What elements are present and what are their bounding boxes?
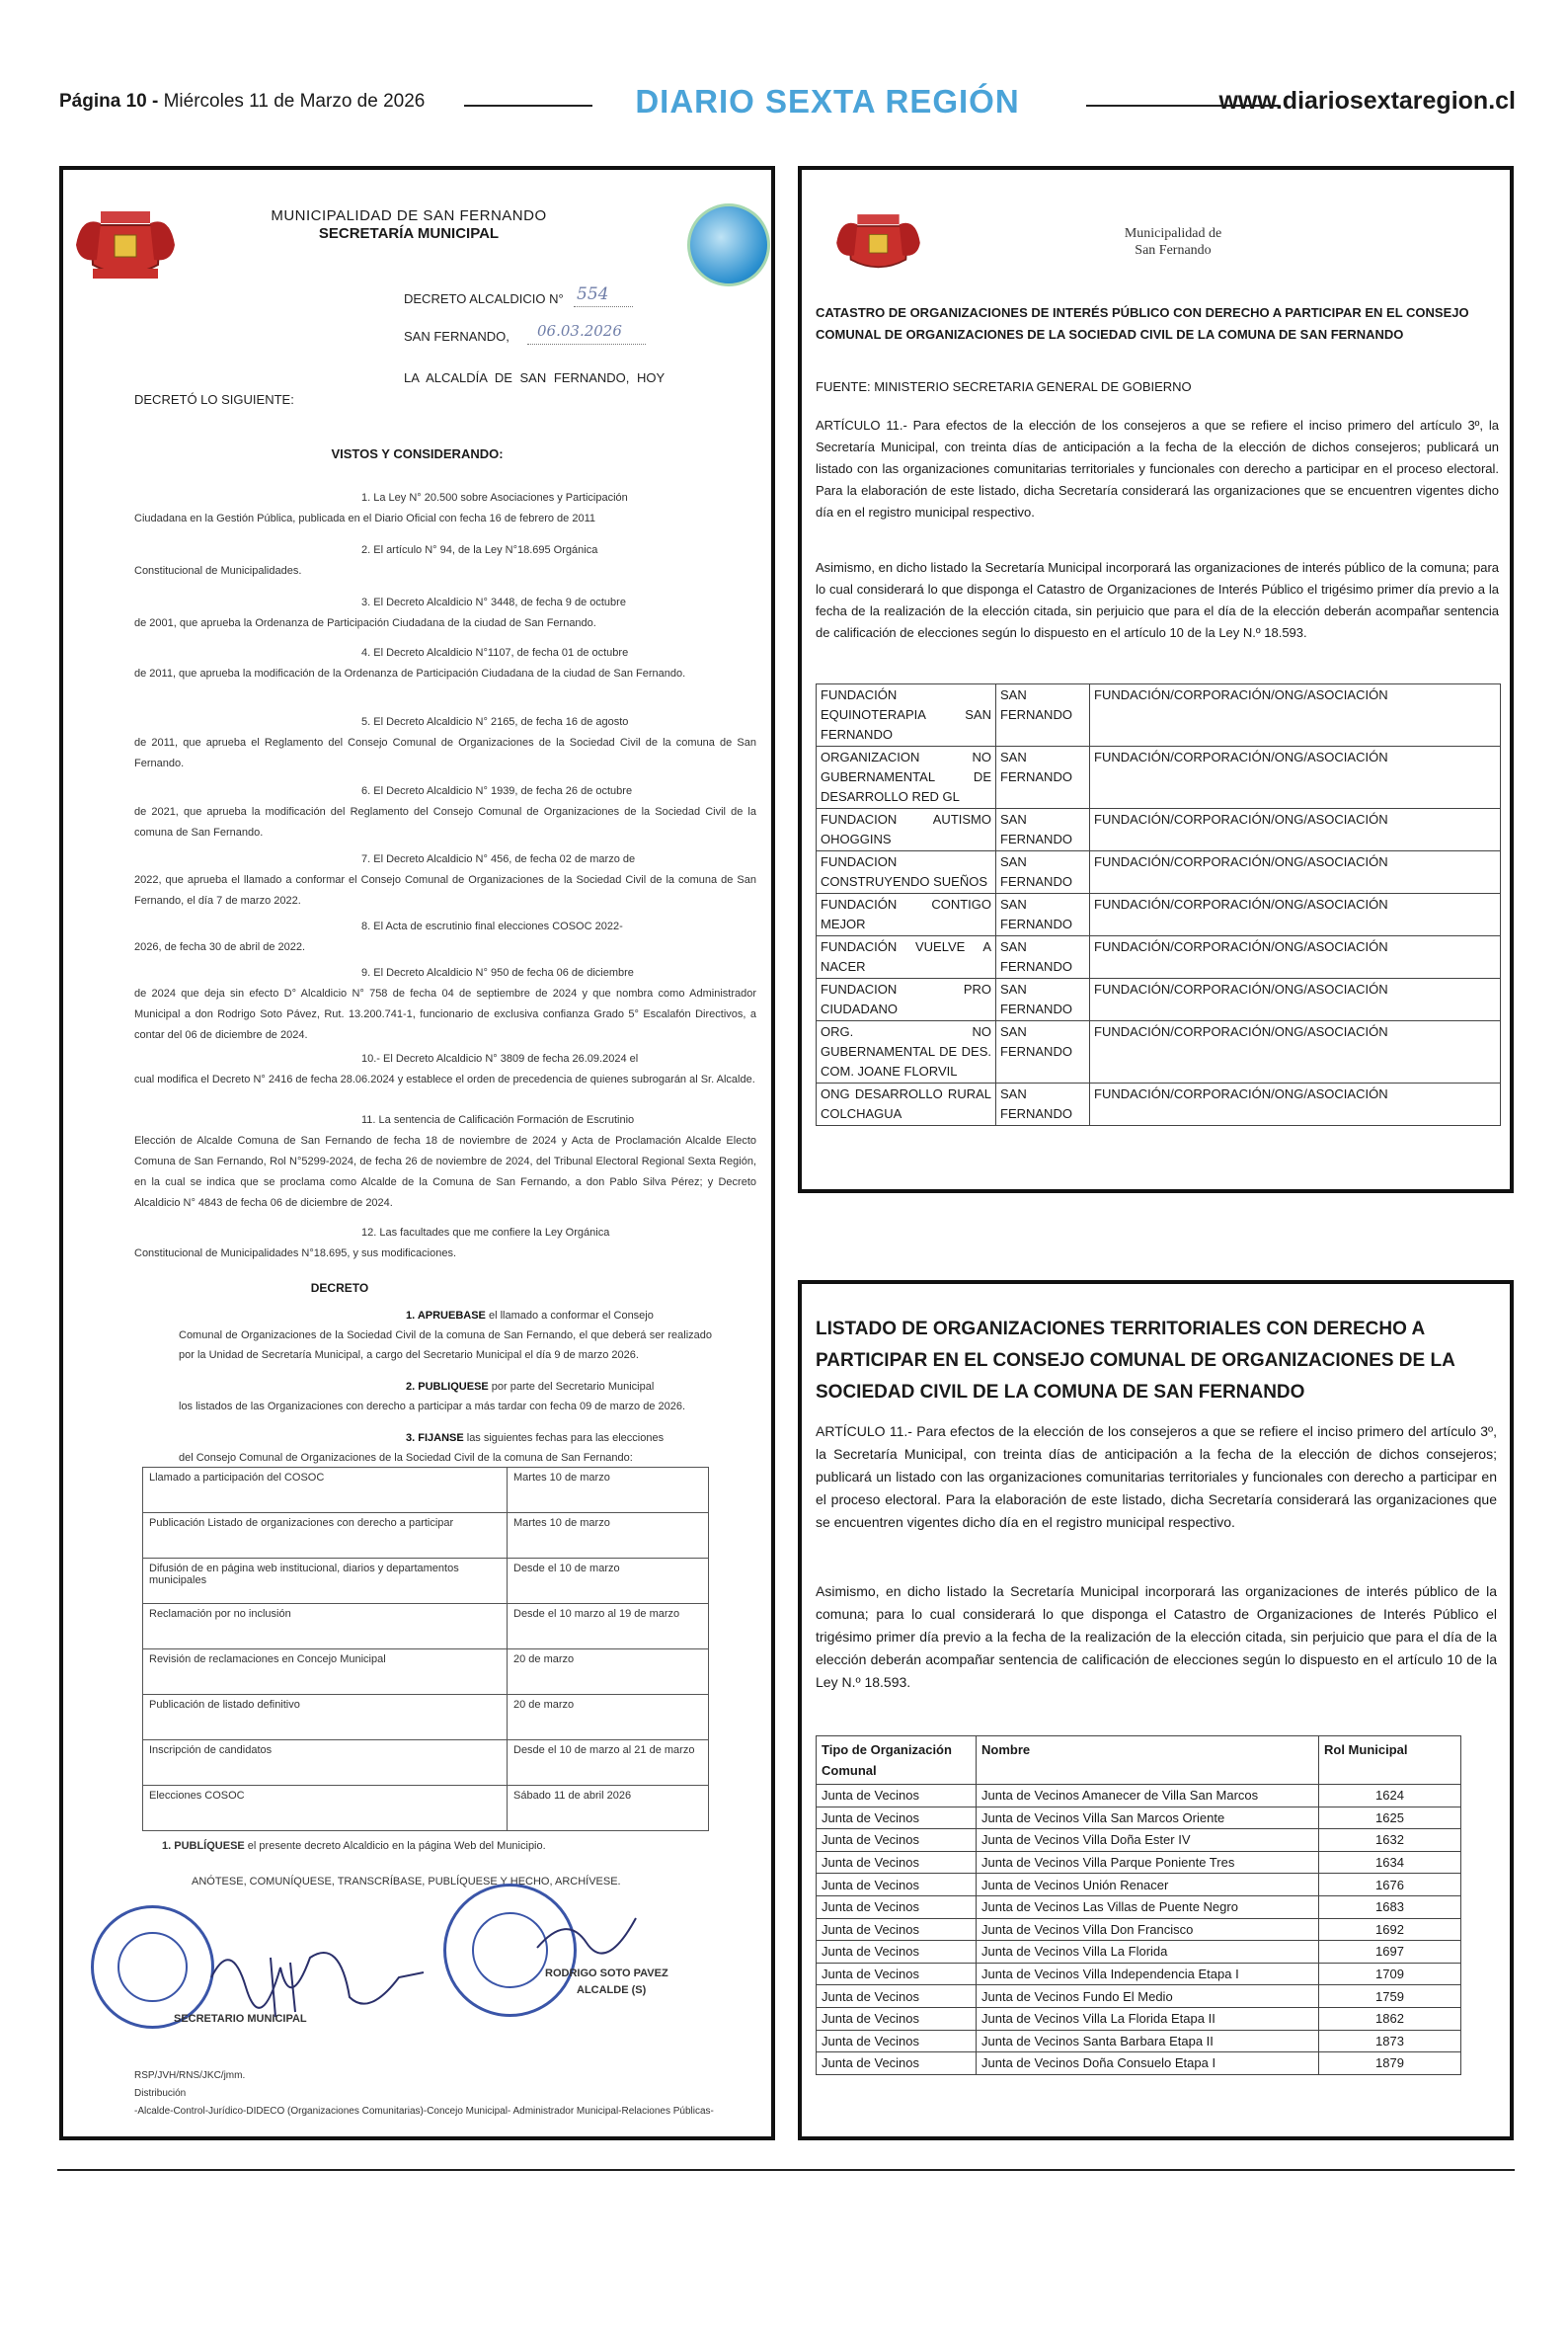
schedule-activity: Inscripción de candidatos [143,1740,508,1786]
organization-name: FUNDACION CONSTRUYENDO SUEÑOS [817,851,996,894]
organization-commune: SAN FERNANDO [996,1084,1090,1126]
organization-type: FUNDACIÓN/CORPORACIÓN/ONG/ASOCIACIÓN [1090,684,1501,747]
rol-municipal: 1862 [1319,2007,1461,2030]
vistos-heading: VISTOS Y CONSIDERANDO: [331,446,504,461]
organization-type: Junta de Vecinos [817,1895,977,1918]
listado-title: LISTADO DE ORGANIZACIONES TERRITORIALES CON DERECHO A PARTICIPAR EN EL CONSEJO COMUNAL DE ORGANIZACIONES DE LA SOCIEDAD CIVIL DE LA COMUNA DE SAN FERNANDO [816,1319,1455,1403]
schedule-row [143,1695,709,1740]
catastro-source: FUENTE: MINISTERIO SECRETARIA GENERAL DE GOBIERNO [816,379,1192,394]
considerando-text: Constitucional de Municipalidades. [134,565,302,577]
considerando-item [134,540,756,582]
decree-number-label: DECRETO ALCALDICIO N° [404,291,564,306]
considerando-item [134,1223,756,1264]
organization-name: Junta de Vecinos Doña Consuelo Etapa I [977,2052,1319,2075]
considerando-first-line: 1. La Ley N° 20.500 sobre Asociaciones y Participación [361,492,628,504]
considerando-item [134,849,756,912]
organization-name: FUNDACION PRO CIUDADANO [817,979,996,1021]
resolution-text: del Consejo Comunal de Organizaciones de la Sociedad Civil de la comuna de San Fernando: [179,1452,633,1464]
organization-type: Junta de Vecinos [817,1985,977,2008]
organization-type: FUNDACIÓN/CORPORACIÓN/ONG/ASOCIACIÓN [1090,979,1501,1021]
considerando-text: 2022, que aprueba el llamado a conformar el Consejo Comunal de Organizaciones de la Sociedad Civil de la comuna de San Fernando, el día 7 de marzo 2022. [134,874,756,907]
website-link[interactable]: www.diariosextaregion.cl [1218,87,1516,115]
organization-type: FUNDACIÓN/CORPORACIÓN/ONG/ASOCIACIÓN [1090,851,1501,894]
organization-type: Junta de Vecinos [817,1829,977,1852]
masthead [59,83,1516,126]
organization-name: Junta de Vecinos Villa La Florida Etapa II [977,2007,1319,2030]
asimismo-paragraph: Asimismo, en dicho listado la Secretaría Municipal incorporará las organizaciones de interés público de la comuna; para lo cual considerará lo que disponga el Catastro de Organizaciones de Interés Público el trigésimo primer día previo a la fecha de la realización de la elección citada, sin perjuicio que para el día de la elección deberán acompañar sentencia de calificación de elecciones según lo dispuesto en el artículo 10 de la Ley N.º 18.593. [816,1583,1497,1690]
table-row [817,851,1501,894]
decreto-siguiente: DECRETÓ LO SIGUIENTE: [134,392,294,407]
organization-name: Junta de Vecinos Villa Doña Ester IV [977,1829,1319,1852]
organization-commune: SAN FERNANDO [996,979,1090,1021]
organization-name: Junta de Vecinos Villa La Florida [977,1941,1319,1964]
considerando-first-line: 5. El Decreto Alcaldicio N° 2165, de fecha 16 de agosto [361,716,629,728]
schedule-row [143,1559,709,1604]
schedule-date: Martes 10 de marzo [508,1513,709,1559]
rol-municipal: 1759 [1319,1985,1461,2008]
catastro-title: CATASTRO DE ORGANIZACIONES DE INTERÉS PÚBLICO CON DERECHO A PARTICIPAR EN EL CONSEJO COMUNAL DE ORGANIZACIONES DE LA SOCIEDAD CIVIL DE LA COMUNA DE SAN FERNANDO [816,305,1469,342]
resolution-line: el llamado a conformar el Consejo [485,1310,654,1322]
organization-type: FUNDACIÓN/CORPORACIÓN/ONG/ASOCIACIÓN [1090,747,1501,809]
signer-right-role: ALCALDE (S) [577,1984,647,1996]
table-row [817,1874,1461,1896]
municipal-crest-icon [71,205,180,282]
rol-municipal: 1879 [1319,2052,1461,2075]
organization-name: Junta de Vecinos Villa Parque Poniente Tres [977,1851,1319,1874]
resolution-text: los listados de las Organizaciones con derecho a participar a más tardar con fecha 09 de marzo de 2026. [179,1401,686,1412]
rol-municipal: 1683 [1319,1895,1461,1918]
table-row [817,1985,1461,2008]
schedule-row [143,1786,709,1831]
signer-left: SECRETARIO MUNICIPAL [174,2013,307,2025]
considerando-item [134,488,756,529]
table-row [817,1963,1461,1985]
schedule-date: Martes 10 de marzo [508,1468,709,1513]
organization-name: Junta de Vecinos Fundo El Medio [977,1985,1319,2008]
asimismo-paragraph: Asimismo, en dicho listado la Secretaría Municipal incorporará las organizaciones de interés público de la comuna; para lo cual considerará lo que disponga el Catastro de Organizaciones de Interés Público el trigésimo primer día previo a la fecha de la realización de la elección citada, sin perjuicio que para el día de la elección deberán acompañar sentencia de calificación de elecciones según lo dispuesto en el artículo 10 de la Ley N.º 18.593. [816,560,1499,640]
schedule-row [143,1468,709,1513]
organization-name: Junta de Vecinos Villa San Marcos Oriente [977,1807,1319,1829]
publiquese-bold: 1. PUBLÍQUESE [162,1840,245,1852]
considerando-item [134,1110,756,1214]
schedule-date: Desde el 10 de marzo [508,1559,709,1604]
considerando-text: de 2011, que aprueba la modificación de la Ordenanza de Participación Ciudadana de la ciudad de San Fernando. [134,668,686,680]
schedule-activity: Reclamación por no inclusión [143,1604,508,1649]
considerando-first-line: 4. El Decreto Alcaldicio N°1107, de fecha 01 de octubre [361,647,629,659]
organization-commune: SAN FERNANDO [996,894,1090,936]
considerando-item [134,712,756,774]
signer-right-name: RODRIGO SOTO PAVEZ [545,1968,668,1979]
table-row [817,894,1501,936]
table-row [817,747,1501,809]
table-row [817,1785,1461,1807]
resolution-verb: 3. FIJANSE [406,1432,464,1444]
underline [574,306,633,307]
table-row [817,1084,1501,1126]
territorial-organizations-table [816,1735,1461,2075]
rol-municipal: 1625 [1319,1807,1461,1829]
organization-commune: SAN FERNANDO [996,851,1090,894]
organization-type: FUNDACIÓN/CORPORACIÓN/ONG/ASOCIACIÓN [1090,809,1501,851]
rol-municipal: 1873 [1319,2030,1461,2052]
resolution-first-line [179,1428,712,1448]
table-row [817,1918,1461,1941]
considerando-text: de 2011, que aprueba el Reglamento del Consejo Comunal de Organizaciones de la Sociedad Civil de la comuna de San Fernando. [134,737,756,769]
schedule-activity: Difusión de en página web institucional, diarios y departamentos municipales [143,1559,508,1604]
interest-organizations-table [816,683,1501,1126]
considerando-text: Elección de Alcalde Comuna de San Fernando de fecha 18 de noviembre de 2024 y Acta de Proclamación Alcalde Electo Comuna de San Fernando, Rol N°5299-2024, de fecha 26 de noviembre de 2024, del Tribunal Electoral Regional Sexta Región, en la cual se indica que se proclama como Alcalde de la Comuna de San Fernando, a don Pablo Silva Pérez; y Decreto Alcaldicio N° 4843 de fecha 06 de diciembre de 2024. [134,1135,756,1209]
organization-type: FUNDACIÓN/CORPORACIÓN/ONG/ASOCIACIÓN [1090,1084,1501,1126]
schedule-activity: Elecciones COSOC [143,1786,508,1831]
publiquese-clause [162,1840,546,1852]
rol-municipal: 1624 [1319,1785,1461,1807]
schedule-row [143,1604,709,1649]
schedule-date: Sábado 11 de abril 2026 [508,1786,709,1831]
rol-municipal: 1697 [1319,1941,1461,1964]
considerando-text: de 2024 que deja sin efecto D° Alcaldicio N° 758 de fecha 04 de septiembre de 2024 y que nombra como Administrador Municipal a don Rodrigo Soto Pávez, Rut. 13.200.741-1, funcionario de exclusiva confianza Grado 5° Escalafón Directivos, a contar del 06 de diciembre de 2024. [134,988,756,1041]
organization-type: Junta de Vecinos [817,2052,977,2075]
table-row [817,2030,1461,2052]
alcaldia-hoy: LA ALCALDÍA DE SAN FERNANDO, HOY [404,370,666,385]
table-row [817,1851,1461,1874]
organization-type: FUNDACIÓN/CORPORACIÓN/ONG/ASOCIACIÓN [1090,936,1501,979]
article-11-paragraph: ARTÍCULO 11.- Para efectos de la elección de los consejeros a que se refiere el inciso primero del artículo 3º, la Secretaría Municipal, con treinta días de anticipación a la fecha de la elección de dichos consejeros; publicará un listado con las organizaciones comunitarias territoriales y funcionales con derecho a participar en el proceso electoral. Para la elaboración de este listado, dicha Secretaría considerará las organizaciones que se encuentren vigentes dicho día en el registro municipal respectivo. [816,418,1499,520]
considerando-item [134,593,756,634]
globe-logo-icon [687,203,770,286]
organization-type: FUNDACIÓN/CORPORACIÓN/ONG/ASOCIACIÓN [1090,1021,1501,1084]
municipality-line: Municipalidad de [1124,226,1222,241]
municipality-name [1094,225,1252,259]
organization-name: Junta de Vecinos Unión Renacer [977,1874,1319,1896]
considerando-first-line: 6. El Decreto Alcaldicio N° 1939, de fecha 26 de octubre [361,785,633,797]
organization-name: ORG. NO GUBERNAMENTAL DE DES. COM. JOANE FLORVIL [817,1021,996,1084]
organization-name: FUNDACION AUTISMO OHOGGINS [817,809,996,851]
rol-municipal: 1692 [1319,1918,1461,1941]
page-date [59,91,425,113]
considerando-item [134,963,756,1046]
organization-type: Junta de Vecinos [817,1785,977,1807]
listado-panel [798,1280,1514,2140]
considerando-first-line: 9. El Decreto Alcaldicio N° 950 de fecha 06 de diciembre [361,967,634,979]
schedule-activity: Publicación de listado definitivo [143,1695,508,1740]
organization-commune: SAN FERNANDO [996,684,1090,747]
organization-commune: SAN FERNANDO [996,1021,1090,1084]
municipality-name: MUNICIPALIDAD DE SAN FERNANDO [271,207,547,224]
article-11-paragraph: ARTÍCULO 11.- Para efectos de la elección de los consejeros a que se refiere el inciso primero del artículo 3º, la Secretaría Municipal, con treinta días de anticipación a la fecha de la elección de dichos consejeros; publicará un listado con las organizaciones comunitarias territoriales y funcionales con derecho a participar en el proceso electoral. Para la elaboración de este listado, dicha Secretaría considerará las organizaciones que se encuentren vigentes dicho día en el registro municipal respectivo. [816,1423,1497,1530]
table-row [817,979,1501,1021]
schedule-date: Desde el 10 de marzo al 21 de marzo [508,1740,709,1786]
column-header: Tipo de Organización Comunal [817,1736,977,1785]
rol-municipal: 1632 [1319,1829,1461,1852]
table-row [817,1807,1461,1829]
municipal-crest-icon [831,209,925,275]
organization-type: Junta de Vecinos [817,1851,977,1874]
considerando-first-line: 2. El artículo N° 94, de la Ley N°18.695 Orgánica [361,544,598,556]
organization-commune: SAN FERNANDO [996,747,1090,809]
decree-panel [59,166,775,2140]
considerando-item [134,643,756,684]
page-number: Página 10 - [59,91,159,112]
underline [527,344,646,345]
organization-type: Junta de Vecinos [817,1918,977,1941]
resolution-line: por parte del Secretario Municipal [488,1381,655,1393]
newspaper-title: DIARIO SEXTA REGIÓN [635,83,1020,120]
considerando-text: Constitucional de Municipalidades N°18.695, y sus modificaciones. [134,1247,457,1259]
considerando-first-line: 12. Las facultades que me confiere la Ley Orgánica [361,1227,610,1239]
table-row [817,1829,1461,1852]
column-header: Rol Municipal [1319,1736,1461,1785]
divider [464,105,592,107]
organization-name: ONG DESARROLLO RURAL COLCHAGUA [817,1084,996,1126]
anotese-clause: ANÓTESE, COMUNÍQUESE, TRANSCRÍBASE, PUBLÍQUESE Y HECHO, ARCHÍVESE. [192,1876,621,1887]
secretaria-seal-icon [91,1905,214,2029]
considerando-text: Ciudadana en la Gestión Pública, publicada en el Diario Oficial con fecha 16 de febrero de 2011 [134,513,595,524]
resolution-item [179,1428,712,1468]
considerando-first-line: 8. El Acta de escrutinio final elecciones COSOC 2022- [361,921,623,932]
organization-name: ORGANIZACION NO GUBERNAMENTAL DE DESARROLLO RED GL [817,747,996,809]
schedule-date: Desde el 10 marzo al 19 de marzo [508,1604,709,1649]
resolution-item [179,1306,712,1365]
organization-type: Junta de Vecinos [817,1963,977,1985]
resolution-verb: 2. PUBLIQUESE [406,1381,489,1393]
resolution-text: Comunal de Organizaciones de la Sociedad Civil de la comuna de San Fernando, el que deberá ser realizado por la Unidad de Secretaría Municipal, a cargo del Secretario Municipal el día 9 de marzo 2026. [179,1329,712,1361]
decree-date: 06.03.2026 [537,322,622,340]
resolution-item [179,1377,712,1416]
organization-commune: SAN FERNANDO [996,809,1090,851]
distribucion-list: -Alcalde-Control-Jurídico-DIDECO (Organizaciones Comunitarias)-Concejo Municipal- Administrador Municipal-Relaciones Públicas- [134,2106,714,2117]
organization-type: FUNDACIÓN/CORPORACIÓN/ONG/ASOCIACIÓN [1090,894,1501,936]
table-row [817,1941,1461,1964]
table-row [817,1021,1501,1084]
considerando-text: cual modifica el Decreto N° 2416 de fecha 28.06.2024 y establece el orden de precedencia de quienes subrogarán al Sr. Alcalde. [134,1074,755,1085]
organization-type: Junta de Vecinos [817,2030,977,2052]
schedule-row [143,1513,709,1559]
schedule-date: 20 de marzo [508,1695,709,1740]
organization-name: Junta de Vecinos Villa Don Francisco [977,1918,1319,1941]
resolution-line: las siguientes fechas para las elecciones [463,1432,665,1444]
table-row [817,936,1501,979]
election-schedule-table [142,1467,709,1831]
organization-commune: SAN FERNANDO [996,936,1090,979]
table-row [817,809,1501,851]
initials: RSP/JVH/RNS/JKC/jmm. [134,2070,246,2081]
organization-name: Junta de Vecinos Santa Barbara Etapa II [977,2030,1319,2052]
rol-municipal: 1634 [1319,1851,1461,1874]
secretary-signature-icon [201,1918,429,2027]
page-bottom-rule [57,2169,1515,2171]
organization-name: FUNDACIÓN CONTIGO MEJOR [817,894,996,936]
organization-name: FUNDACIÓN VUELVE A NACER [817,936,996,979]
mayor-signature-icon [527,1908,646,1968]
considerando-text: de 2021, que aprueba la modificación del Reglamento del Consejo Comunal de Organizaciones de la Sociedad Civil de la comuna de San Fernando. [134,806,756,839]
considerando-text: de 2001, que aprueba la Ordenanza de Participación Ciudadana de la ciudad de San Fernando. [134,617,596,629]
table-row [817,1895,1461,1918]
organization-name: Junta de Vecinos Amanecer de Villa San Marcos [977,1785,1319,1807]
resolution-first-line [179,1377,712,1397]
table-row [817,2052,1461,2075]
decreto-heading: DECRETO [310,1281,369,1295]
considerando-first-line: 10.- El Decreto Alcaldicio N° 3809 de fecha 26.09.2024 el [361,1053,639,1065]
city-label: SAN FERNANDO, [404,329,510,344]
schedule-activity: Revisión de reclamaciones en Concejo Municipal [143,1649,508,1695]
decree-number: 554 [577,284,609,304]
column-header: Nombre [977,1736,1319,1785]
office-name: SECRETARÍA MUNICIPAL [318,225,500,242]
organization-type: Junta de Vecinos [817,1807,977,1829]
rol-municipal: 1676 [1319,1874,1461,1896]
considerando-text: 2026, de fecha 30 de abril de 2022. [134,941,306,953]
organization-type: Junta de Vecinos [817,2007,977,2030]
organization-type: Junta de Vecinos [817,1874,977,1896]
catastro-panel [798,166,1514,1193]
considerando-first-line: 3. El Decreto Alcaldicio N° 3448, de fecha 9 de octubre [361,597,626,608]
schedule-activity: Llamado a participación del COSOC [143,1468,508,1513]
rol-municipal: 1709 [1319,1963,1461,1985]
schedule-row [143,1740,709,1786]
resolution-first-line [179,1306,712,1325]
table-row [817,684,1501,747]
organization-type: Junta de Vecinos [817,1941,977,1964]
table-row [817,2007,1461,2030]
organization-name: Junta de Vecinos Villa Independencia Etapa I [977,1963,1319,1985]
schedule-date: 20 de marzo [508,1649,709,1695]
publiquese-text: el presente decreto Alcaldicio en la página Web del Municipio. [244,1840,546,1852]
organization-name: Junta de Vecinos Las Villas de Puente Negro [977,1895,1319,1918]
municipality-line: San Fernando [1135,243,1212,258]
considerando-item [134,1049,756,1090]
resolution-verb: 1. APRUEBASE [406,1310,486,1322]
considerando-first-line: 7. El Decreto Alcaldicio N° 456, de fecha 02 de marzo de [361,853,636,865]
issue-date: Miércoles 11 de Marzo de 2026 [163,91,426,112]
schedule-activity: Publicación Listado de organizaciones con derecho a participar [143,1513,508,1559]
distribucion-label: Distribución [134,2088,187,2099]
schedule-row [143,1649,709,1695]
considerando-first-line: 11. La sentencia de Calificación Formación de Escrutinio [361,1114,635,1126]
considerando-item [134,917,756,958]
organization-name: FUNDACIÓN EQUINOTERAPIA SAN FERNANDO [817,684,996,747]
considerando-item [134,781,756,843]
